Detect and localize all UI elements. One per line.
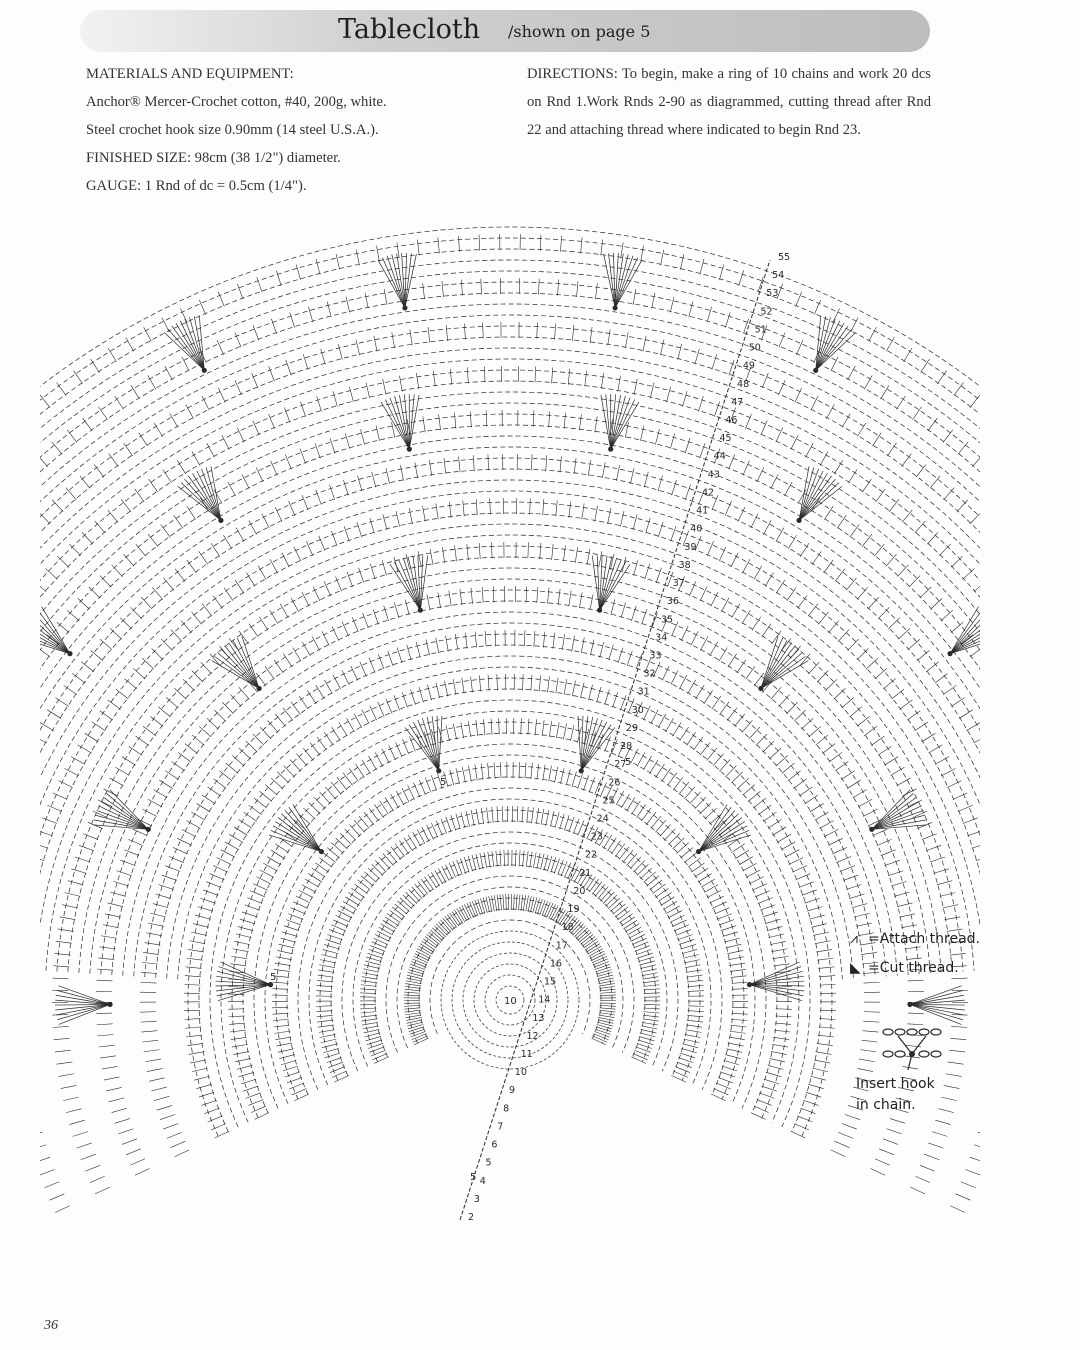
repeat-marker: 5 [625, 757, 632, 768]
round-number: 30 [631, 704, 644, 716]
round-number: 45 [719, 433, 732, 445]
insert-hook-note [856, 1074, 935, 1116]
round-number: 34 [655, 632, 668, 644]
insert-hook-icon [868, 1020, 958, 1074]
round-number: 25 [602, 795, 615, 807]
legend-attach-text: =Attach thread. [868, 931, 980, 947]
round-number: 28 [620, 741, 633, 753]
repeat-marker: 5 [270, 972, 277, 983]
round-number: 52 [760, 306, 773, 318]
center-ring-label: 10 [504, 996, 517, 1007]
round-number: 20 [573, 885, 586, 897]
round-number: 11 [520, 1048, 533, 1060]
round-number: 12 [526, 1030, 539, 1042]
round-number: 27 [614, 759, 627, 771]
round-number: 51 [754, 324, 767, 336]
round-number: 36 [666, 596, 679, 608]
page-title: Tablecloth [338, 14, 481, 45]
round-number: 50 [748, 342, 761, 354]
round-number: 40 [690, 523, 703, 535]
round-number: 9 [508, 1085, 515, 1097]
round-number: 43 [707, 469, 720, 481]
round-number: 31 [637, 686, 650, 698]
materials-line: Anchor® Mercer-Crochet cotton, #40, 200g, white. [86, 94, 387, 110]
attach-thread-icon: ⩘ [850, 931, 858, 947]
round-number: 53 [766, 288, 779, 300]
round-number: 49 [742, 360, 755, 372]
legend-cut [850, 960, 959, 976]
note-line: Insert hook [856, 1076, 935, 1092]
directions-block [527, 60, 931, 144]
crochet-diagram [40, 220, 980, 1290]
round-number: 55 [778, 252, 791, 263]
round-number: 17 [555, 940, 568, 952]
page-number: 36 [44, 1318, 58, 1333]
round-number: 19 [567, 904, 580, 916]
round-number: 29 [625, 722, 639, 734]
round-number: 15 [544, 976, 557, 988]
repeat-marker: 5 [470, 1172, 477, 1183]
round-number: 54 [772, 270, 785, 282]
directions-text: DIRECTIONS: To begin, make a ring of 10 chains and work 20 dcs on Rnd 1.Work Rnds 2-90 as diagrammed, cutting thread after Rnd 22 and attaching thread where indicated to begin Rnd 23. [527, 66, 931, 138]
round-number: 39 [684, 541, 697, 553]
round-number: 44 [713, 451, 726, 463]
materials-block [86, 60, 486, 200]
round-number: 14 [538, 994, 551, 1006]
round-number: 46 [725, 415, 738, 427]
round-number: 3 [473, 1193, 480, 1205]
materials-line: MATERIALS AND EQUIPMENT: [86, 66, 294, 82]
round-number: 42 [701, 487, 715, 499]
round-number: 41 [696, 505, 709, 517]
round-number: 7 [497, 1121, 504, 1133]
round-number: 18 [561, 922, 574, 934]
round-number: 6 [491, 1139, 498, 1151]
note-line: in chain. [856, 1097, 916, 1113]
round-number: 35 [661, 614, 674, 626]
round-number: 21 [579, 867, 592, 879]
materials-line: GAUGE: 1 Rnd of dc = 0.5cm (1/4"). [86, 178, 307, 194]
diagram-motifs [40, 253, 980, 1024]
round-number: 26 [608, 777, 621, 789]
round-number: 32 [643, 668, 656, 680]
round-number: 33 [649, 650, 662, 662]
round-number: 38 [678, 559, 691, 571]
round-number: 48 [737, 378, 750, 390]
round-number: 47 [731, 396, 744, 408]
round-number: 37 [672, 578, 685, 590]
round-number: 4 [479, 1175, 486, 1187]
round-number: 2 [468, 1212, 475, 1223]
cut-thread-icon: ◣ [850, 960, 861, 976]
title-band [80, 10, 930, 52]
diagram-labels [270, 252, 790, 1223]
round-number: 10 [514, 1067, 527, 1079]
legend-attach [850, 931, 980, 947]
round-number: 24 [596, 813, 609, 825]
materials-line: FINISHED SIZE: 98cm (38 1/2") diameter. [86, 150, 341, 166]
round-number: 5 [485, 1157, 492, 1169]
round-number: 16 [549, 958, 562, 970]
legend-cut-text: =Cut thread. [868, 960, 959, 976]
round-number: 13 [532, 1012, 545, 1024]
materials-line: Steel crochet hook size 0.90mm (14 steel U.S.A.). [86, 122, 379, 138]
round-number: 8 [503, 1103, 510, 1115]
round-number: 22 [584, 849, 598, 861]
repeat-marker: 5 [440, 777, 447, 788]
page-subtitle: /shown on page 5 [508, 22, 651, 41]
round-number: 23 [590, 831, 603, 843]
